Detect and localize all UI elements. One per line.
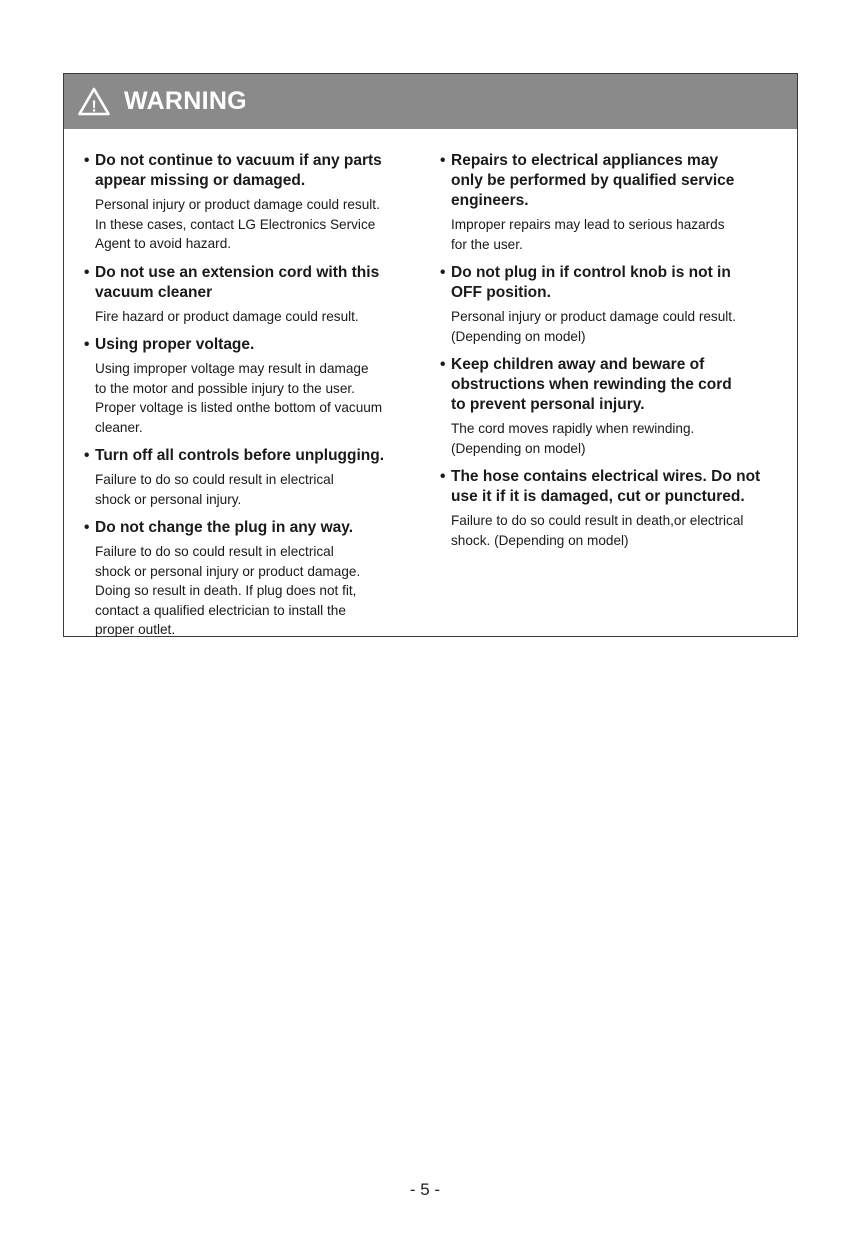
warning-item [440, 467, 780, 550]
warning-item-title: • Do not plug in if control knob is not in OFF position. [440, 264, 731, 301]
warning-triangle-icon [78, 87, 110, 116]
warning-item [84, 446, 414, 509]
warning-item-description: Failure to do so could result in death,or electrical shock. (Depending on model) [451, 513, 744, 548]
svg-text:!: ! [91, 98, 97, 116]
warning-item-title: • Do not continue to vacuum if any parts appear missing or damaged. [84, 152, 382, 189]
warning-item-title: • Do not change the plug in any way. [84, 519, 354, 536]
warning-item [440, 355, 780, 458]
bullet: • [440, 264, 446, 281]
right-column [440, 151, 780, 559]
warning-header [64, 74, 797, 129]
warning-item [84, 518, 414, 640]
bullet: • [84, 263, 90, 281]
bullet: • [84, 152, 90, 169]
page-number: - 5 - [409, 1180, 441, 1199]
warning-item-description: Personal injury or product damage could result. (Depending on model) [451, 309, 736, 344]
bullet: • [440, 356, 446, 373]
warning-item-description: Improper repairs may lead to serious hazards for the user. [451, 217, 725, 252]
warning-item [84, 335, 414, 437]
bullet: • [440, 152, 446, 169]
warning-item [440, 263, 780, 346]
warning-item [84, 151, 414, 254]
warning-item [440, 151, 780, 254]
warning-box [63, 73, 798, 637]
left-column [84, 151, 414, 649]
bullet: • [440, 468, 446, 485]
warning-item-description: Using improper voltage may result in damage to the motor and possible injury to the user. Proper voltage is listed onthe bottom of vacuum cleaner. [95, 361, 383, 435]
warning-item-description: Failure to do so could result in electrical shock or personal injury. [95, 472, 334, 507]
bullet: • [84, 336, 90, 353]
warning-title: WARNING [124, 87, 247, 115]
warning-item-description: Fire hazard or product damage could result. [95, 308, 359, 324]
warning-item-title: • The hose contains electrical wires. Do not use it if it is damaged, cut or punctured. [440, 468, 761, 505]
warning-item-title: • Using proper voltage. [84, 336, 255, 353]
bullet: • [84, 447, 90, 464]
bullet: • [84, 519, 90, 536]
warning-item-title: • Repairs to electrical appliances may only be performed by qualified service engineers. [440, 152, 735, 209]
warning-item-description: Failure to do so could result in electrical shock or personal injury or product damage. Doing so result in death. If plug does not fit, contact a qualified electrician to install the proper outlet. [95, 544, 361, 637]
warning-item-title: • Do not use an extension cord with this vacuum cleaner [84, 263, 380, 301]
warning-item-description: The cord moves rapidly when rewinding. (Depending on model) [451, 421, 695, 456]
warning-item-title: • Keep children away and beware of obstructions when rewinding the cord to prevent personal injury. [440, 356, 732, 413]
warning-item-title: • Turn off all controls before unplugging. [84, 447, 385, 464]
warning-item-description: Personal injury or product damage could result. In these cases, contact LG Electronics Service Agent to avoid hazard. [95, 197, 380, 251]
warning-item [84, 263, 414, 327]
